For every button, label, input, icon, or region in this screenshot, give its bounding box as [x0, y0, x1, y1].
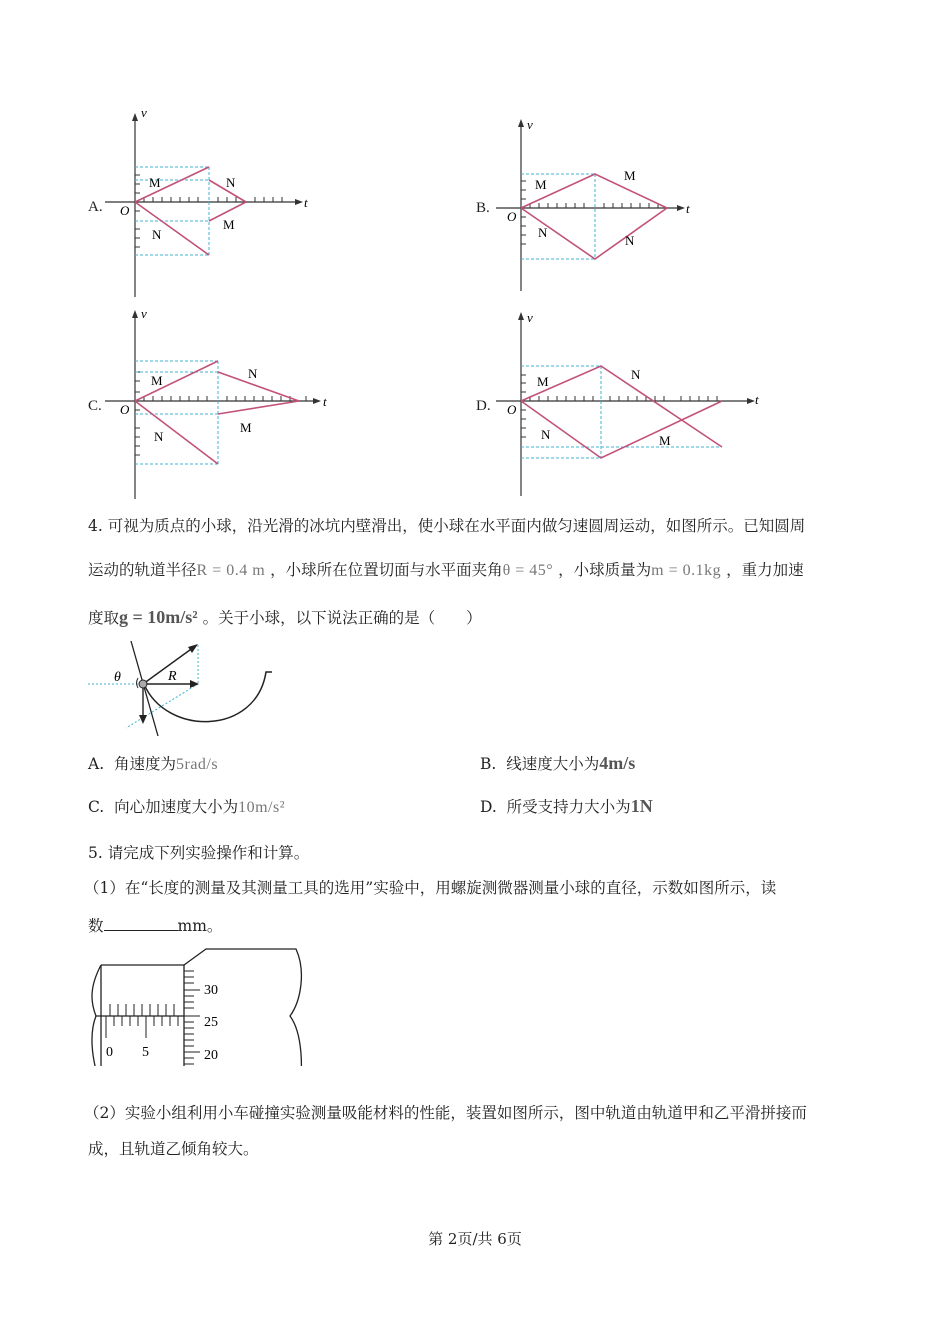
svg-text:M: M: [537, 374, 549, 389]
option-text: 向心加速度大小为: [114, 798, 239, 816]
svg-text:M: M: [535, 177, 547, 192]
svg-text:t: t: [755, 392, 759, 407]
q4-option-d[interactable]: [480, 795, 653, 817]
mass-value: m = 0.1kg: [651, 562, 722, 579]
q4-option-b[interactable]: [480, 752, 635, 774]
q5-part1-line2: [88, 914, 222, 936]
svg-text:N: N: [154, 429, 164, 444]
option-label: C.: [88, 798, 105, 816]
vt-graph-a: [85, 107, 325, 302]
q5-part2-line2: 成，且轨道乙倾角较大。: [88, 1140, 259, 1158]
radius-value: R = 0.4 m: [196, 562, 266, 579]
q4-text: 度取: [88, 609, 120, 627]
q4-text-line1: 4. 可视为质点的小球，沿光滑的冰坑内壁滑出，使小球在水平面内做匀速圆周运动，如图所示。已知圆周: [88, 517, 806, 535]
svg-text:t: t: [304, 195, 308, 210]
ice-pit-diagram: [86, 636, 286, 741]
answer-blank[interactable]: [104, 916, 178, 931]
svg-text:20: 20: [204, 1048, 218, 1063]
q4-text: ，小球所在位置切面与水平面夹角: [270, 561, 503, 579]
option-b-label: B.: [476, 200, 490, 216]
q5-title: 5. 请完成下列实验操作和计算。: [88, 844, 310, 862]
svg-text:t: t: [323, 394, 327, 409]
option-text: 所受支持力大小为: [506, 798, 631, 816]
svg-text:M: M: [624, 168, 636, 183]
svg-text:R: R: [168, 669, 177, 684]
svg-text:N: N: [538, 225, 548, 240]
vt-graph-c: [85, 306, 335, 501]
svg-text:O: O: [507, 209, 517, 224]
svg-text:v: v: [141, 107, 147, 120]
option-label: B.: [480, 755, 497, 773]
vt-graph-b: [471, 113, 711, 303]
option-d-label: D.: [476, 398, 491, 414]
svg-text:N: N: [226, 175, 236, 190]
micrometer-diagram: [86, 946, 306, 1066]
option-text: 线速度大小为: [506, 755, 600, 773]
svg-text:v: v: [527, 117, 533, 132]
option-value: 4m/s: [599, 753, 636, 773]
q4-text: ，重力加速: [726, 561, 804, 579]
q4-text: ，小球质量为: [558, 561, 652, 579]
svg-text:N: N: [248, 366, 258, 381]
svg-text:O: O: [507, 402, 517, 417]
page-footer: 第 2页/共 6页: [428, 1230, 522, 1248]
q4-option-a[interactable]: [88, 752, 218, 774]
q5-part2-line1: （2）实验小组利用小车碰撞实验测量吸能材料的性能，装置如图所示，图中轨道由轨道甲和乙平滑拼接而: [84, 1104, 807, 1122]
svg-text:M: M: [151, 373, 163, 388]
q4-text-line3: [88, 606, 482, 628]
svg-text:N: N: [625, 233, 635, 248]
option-value: 10m/s²: [238, 799, 286, 816]
q4-text: 运动的轨道半径: [88, 561, 197, 579]
option-label: D.: [480, 798, 497, 816]
q4-text-line2: [88, 558, 804, 580]
svg-text:M: M: [223, 217, 235, 232]
svg-text:O: O: [120, 203, 130, 218]
svg-text:v: v: [141, 306, 147, 321]
q4-text: 。关于小球，以下说法正确的是（ ）: [202, 609, 482, 627]
svg-text:M: M: [659, 433, 671, 448]
svg-text:M: M: [149, 175, 161, 190]
svg-text:t: t: [686, 201, 690, 216]
angle-value: θ = 45°: [502, 562, 554, 579]
option-text: 角速度为: [113, 755, 176, 773]
option-a-label: A.: [88, 199, 103, 215]
svg-text:30: 30: [204, 983, 218, 998]
svg-text:N: N: [631, 367, 641, 382]
vt-graph-d: [471, 306, 771, 501]
svg-text:25: 25: [204, 1015, 218, 1030]
gravity-value: g = 10m/s²: [119, 607, 198, 627]
svg-text:θ: θ: [114, 670, 121, 685]
q5-text: 数: [88, 917, 104, 935]
q4-option-c[interactable]: [88, 795, 285, 817]
q5-text: mm。: [177, 917, 223, 935]
svg-text:O: O: [120, 402, 130, 417]
option-value: 5rad/s: [176, 756, 219, 773]
option-c-label: C.: [88, 398, 102, 414]
q5-part1-line1: （1）在“长度的测量及其测量工具的选用”实验中，用螺旋测微器测量小球的直径，示数如图所示，读: [84, 879, 777, 897]
svg-text:v: v: [527, 310, 533, 325]
option-label: A.: [88, 755, 105, 773]
svg-text:5: 5: [142, 1045, 149, 1060]
svg-text:0: 0: [106, 1045, 113, 1060]
option-value: 1N: [630, 796, 653, 816]
svg-text:N: N: [541, 427, 551, 442]
svg-text:N: N: [152, 227, 162, 242]
svg-text:M: M: [240, 420, 252, 435]
